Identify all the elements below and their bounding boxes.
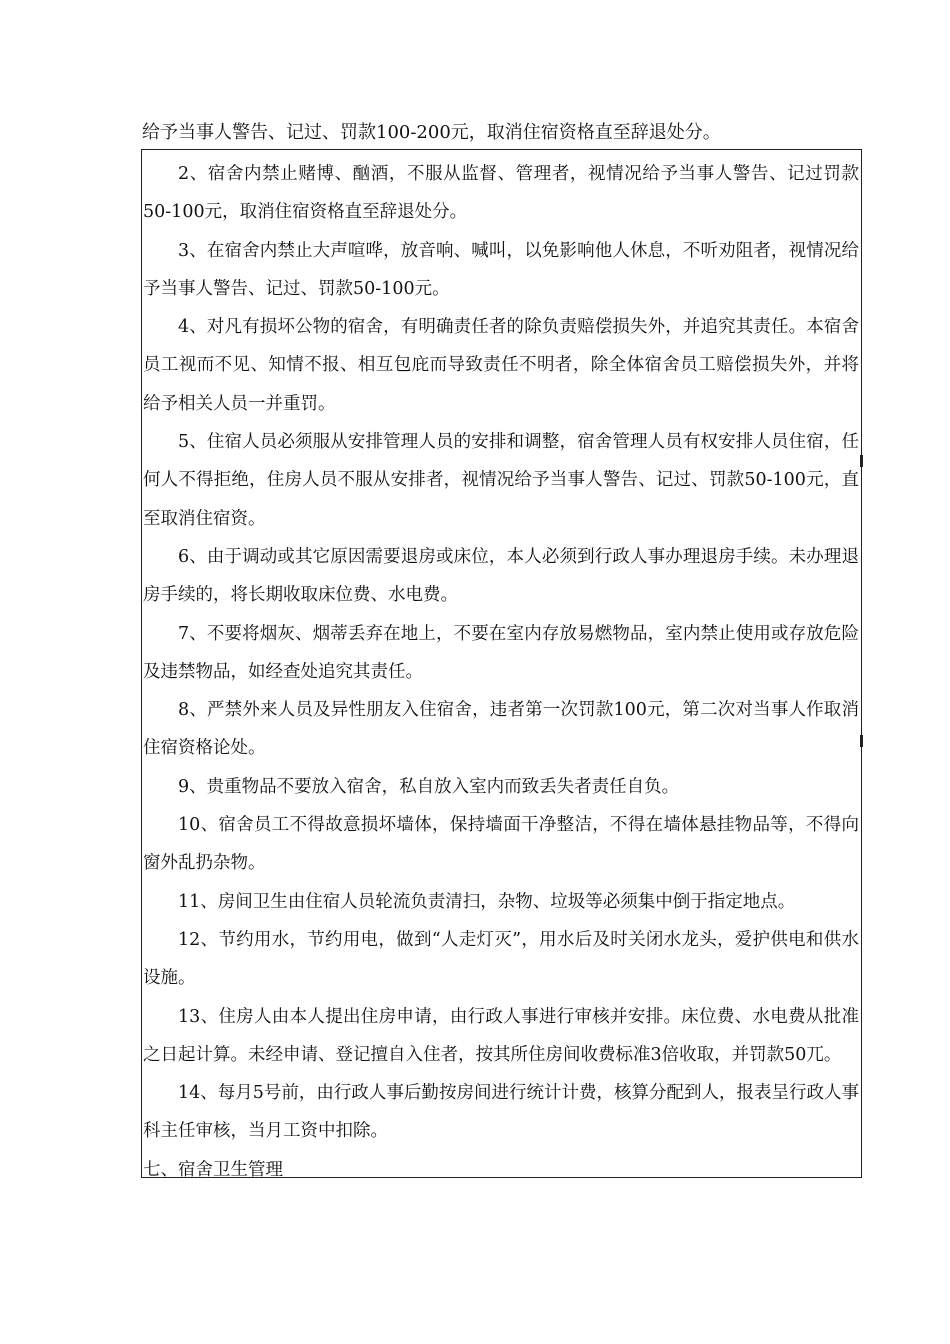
rule-item-9: 9、贵重物品不要放入宿舍，私自放入室内而致丢失者责任自负。 bbox=[178, 776, 680, 797]
rule-item-4: 4、对凡有损坏公物的宿舍，有明确责任者的除负责赔偿损失外，并追究其责任。本宿舍员工视而不见、知情不报、相互包庇而导致责任不明者，除全体宿舍员工赔偿损失外，并将给予相关人员一并重罚。 bbox=[143, 317, 859, 414]
rule-item-14: 14、每月5号前，由行政人事后勤按房间进行统计计费，核算分配到人，报表呈行政人事科主任审核，当月工资中扣除。 bbox=[143, 1083, 859, 1142]
rule-item-5: 5、住宿人员必须服从安排管理人员的安排和调整，宿舍管理人员有权安排人员住宿，任何人不得拒绝，住房人员不服从安排者，视情况给予当事人警告、记过、罚款50-100元，直至取消住宿资。 bbox=[143, 432, 859, 529]
rules-body bbox=[143, 155, 859, 1189]
rule-item-11: 11、房间卫生由住宿人员轮流负责清扫，杂物、垃圾等必须集中倒于指定地点。 bbox=[178, 891, 796, 912]
rule-item-6: 6、由于调动或其它原因需要退房或床位，本人必须到行政人事办理退房手续。未办理退房手续的，将长期收取床位费、水电费。 bbox=[143, 546, 859, 606]
section-heading: 七、宿舍卫生管理 bbox=[143, 1159, 283, 1180]
frame-edge-mark bbox=[860, 735, 863, 747]
rule-item-13: 13、住房人由本人提出住房申请，由行政人事进行审核并安排。床位费、水电费从批准之日起计算。未经申请、登记擅自入住者，按其所住房间收费标准3倍收取，并罚款50兀。 bbox=[143, 1006, 859, 1065]
intro-line: 给予当事人警告、记过、罚款100-200元，取消住宿资格直至辞退处分。 bbox=[142, 122, 721, 143]
rule-item-10: 10、宿舍员工不得故意损坏墙体，保持墙面干净整洁，不得在墙体悬挂物品等，不得向窗外乱扔杂物。 bbox=[143, 815, 859, 874]
frame-edge-mark bbox=[860, 455, 863, 467]
rule-item-8: 8、严禁外来人员及异性朋友入住宿舍，违者第一次罚款100元，第二次对当事人作取消住宿资格论处。 bbox=[143, 700, 859, 759]
rule-item-2: 2、宿舍内禁止赌博、酗酒，不服从监督、管理者，视情况给予当事人警告、记过罚款50-100元，取消住宿资格直至辞退处分。 bbox=[143, 164, 859, 223]
rule-item-7: 7、不要将烟灰、烟蒂丢弃在地上，不要在室内存放易燃物品，室内禁止使用或存放危险及违禁物品，如经查处追究其责任。 bbox=[143, 623, 859, 682]
rule-item-3: 3、在宿舍内禁止大声喧哗，放音响、喊叫，以免影响他人休息，不听劝阻者，视情况给予当事人警告、记过、罚款50-100元。 bbox=[143, 240, 859, 299]
rule-item-12: 12、节约用水，节约用电，做到“人走灯灭”，用水后及时关闭水龙头，爱护供电和供水设施。 bbox=[143, 929, 859, 989]
